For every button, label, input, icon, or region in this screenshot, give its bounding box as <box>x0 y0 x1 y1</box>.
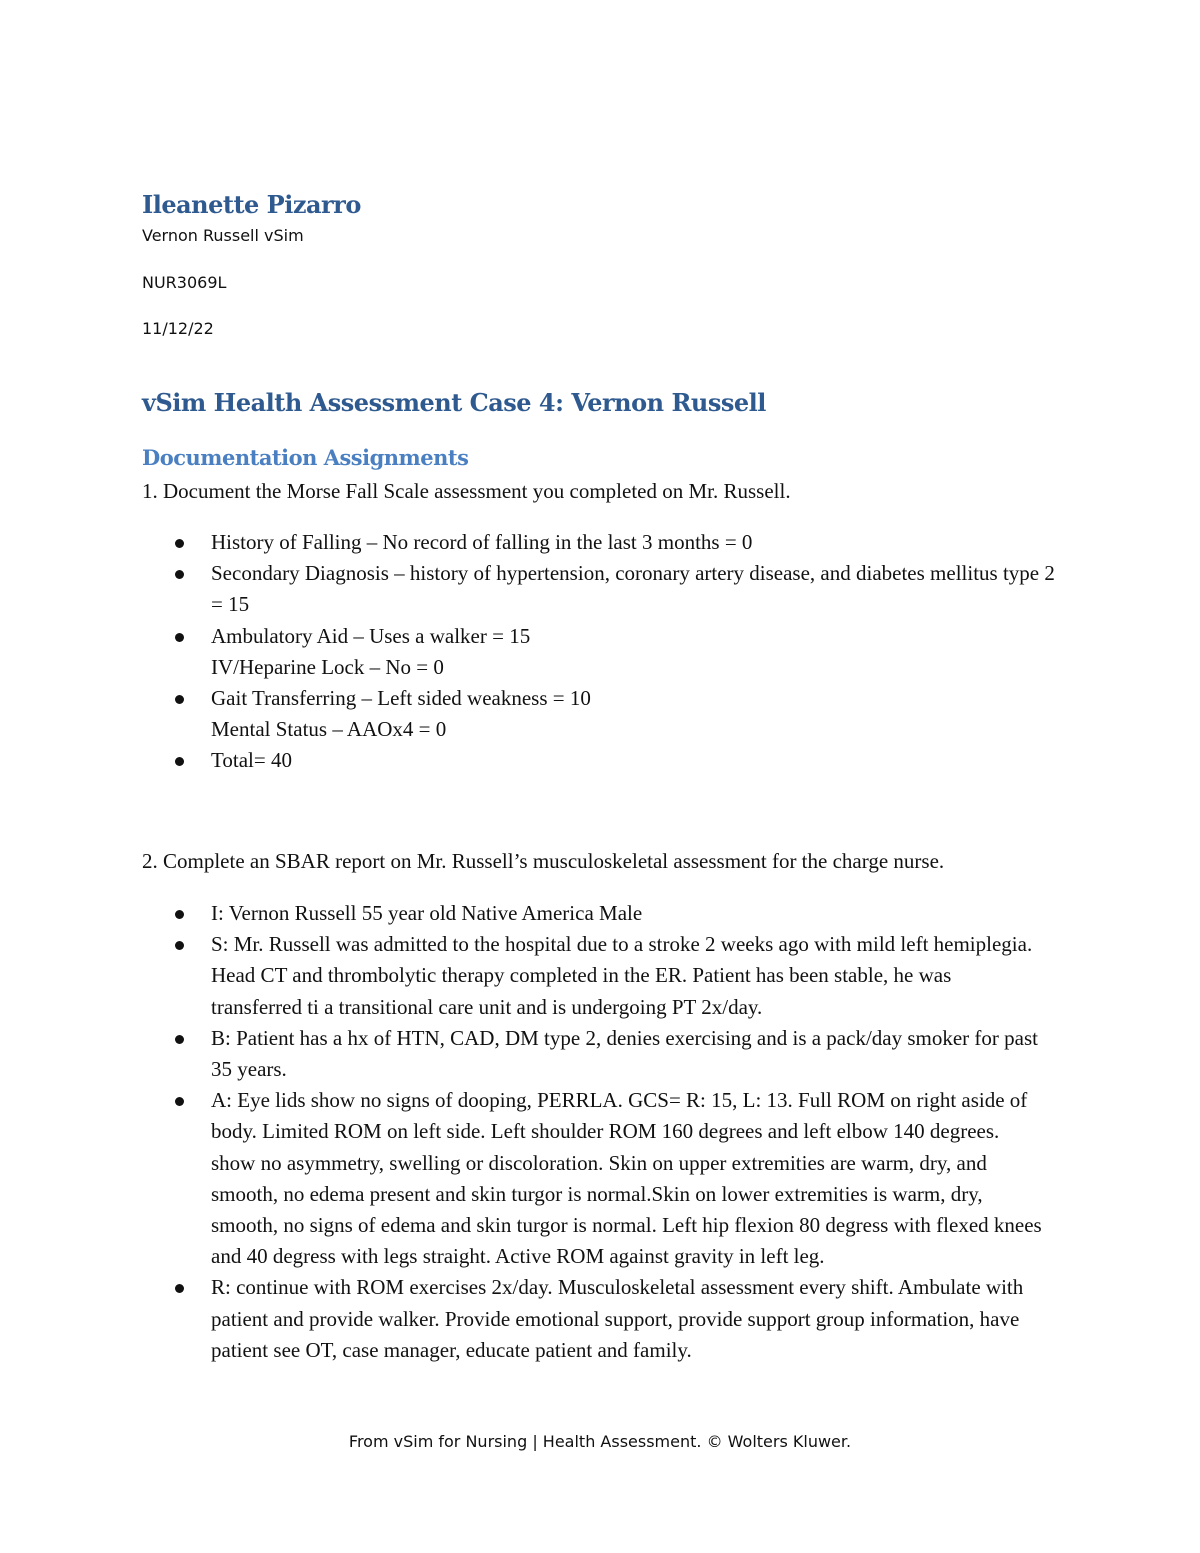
list-item-text: Total= 40 <box>211 748 292 773</box>
question-1: 1. Document the Morse Fall Scale assessment you completed on Mr. Russell. <box>142 479 791 503</box>
page-footer: From vSim for Nursing | Health Assessment. © Wolters Kluwer. <box>348 1432 852 1451</box>
list-item <box>142 621 1062 683</box>
list-item-text: R: continue with ROM exercises 2x/day. Musculoskeletal assessment every shift. Ambulate with patient and provide walker. Provide emotional support, provide support group information, have patient see OT, case manager, educate patient and family. <box>211 1275 1024 1362</box>
bullet-icon <box>175 941 184 950</box>
author-name: Ileanette Pizarro <box>142 190 361 219</box>
sbar-report-list <box>142 898 1042 1366</box>
list-item-text: S: Mr. Russell was admitted to the hospital due to a stroke 2 weeks ago with mild left hemiplegia. Head CT and thrombolytic therapy completed in the ER. Patient has been stable, he was transferred ti a transitional care unit and is undergoing PT 2x/day. <box>211 932 1033 1019</box>
list-item-text: I: Vernon Russell 55 year old Native America Male <box>211 901 643 925</box>
list-item-text: History of Falling – No record of falling in the last 3 months = 0 <box>211 530 753 554</box>
bullet-icon <box>175 1035 184 1044</box>
bullet-icon <box>175 1284 184 1293</box>
bullet-icon <box>175 539 184 548</box>
list-item-text: IV/Heparine Lock – No = 0 <box>211 654 444 679</box>
list-item-text: A: Eye lids show no signs of dooping, PERRLA. GCS= R: 15, L: 13. Full ROM on right aside of body. Limited ROM on left side. Left shoulder ROM 160 degrees and left elbow 140 degrees. show no asymmetry, swelling or discoloration. Skin on upper extremities are warm, dry, and smooth, no edema present and skin turgor is normal.Skin on lower extremities is warm, dry, smooth, no signs of edema and skin turgor is normal. Left hip flexion 80 degress with flexed knees and 40 degress with legs straight. Active ROM against gravity in left leg. <box>211 1088 1042 1269</box>
bullet-icon <box>175 1097 184 1106</box>
bullet-icon <box>175 570 184 579</box>
list-item <box>142 527 1062 558</box>
list-item <box>142 898 1042 929</box>
question-2: 2. Complete an SBAR report on Mr. Russell’s musculoskeletal assessment for the charge nurse. <box>142 849 945 873</box>
list-item <box>142 1085 1042 1272</box>
list-item-text: Ambulatory Aid – Uses a walker = 15 <box>211 623 531 648</box>
bullet-icon <box>175 757 184 766</box>
bullet-icon <box>175 633 184 642</box>
list-item <box>142 1023 1042 1085</box>
bullet-icon <box>175 695 184 704</box>
morse-fall-scale-list <box>142 527 1062 777</box>
course-code: NUR3069L <box>142 273 227 292</box>
subject-line: Vernon Russell vSim <box>142 226 304 245</box>
bullet-icon <box>175 910 184 919</box>
list-item <box>142 929 1042 1023</box>
date-line: 11/12/22 <box>142 319 214 338</box>
list-item <box>142 745 1062 776</box>
list-item <box>142 558 1062 620</box>
list-item-text: B: Patient has a hx of HTN, CAD, DM type 2, denies exercising and is a pack/day smoker for past 35 years. <box>211 1025 1038 1082</box>
section-heading: Documentation Assignments <box>142 445 469 470</box>
list-item-text: Mental Status – AAOx4 = 0 <box>211 717 447 742</box>
list-item <box>142 1272 1042 1366</box>
list-item <box>142 683 1062 745</box>
list-item-text: Gait Transferring – Left sided weakness = 10 <box>211 686 591 711</box>
document-title: vSim Health Assessment Case 4: Vernon Russell <box>142 388 766 417</box>
list-item-text: Secondary Diagnosis – history of hypertension, coronary artery disease, and diabetes mellitus type 2 = 15 <box>211 561 1055 617</box>
